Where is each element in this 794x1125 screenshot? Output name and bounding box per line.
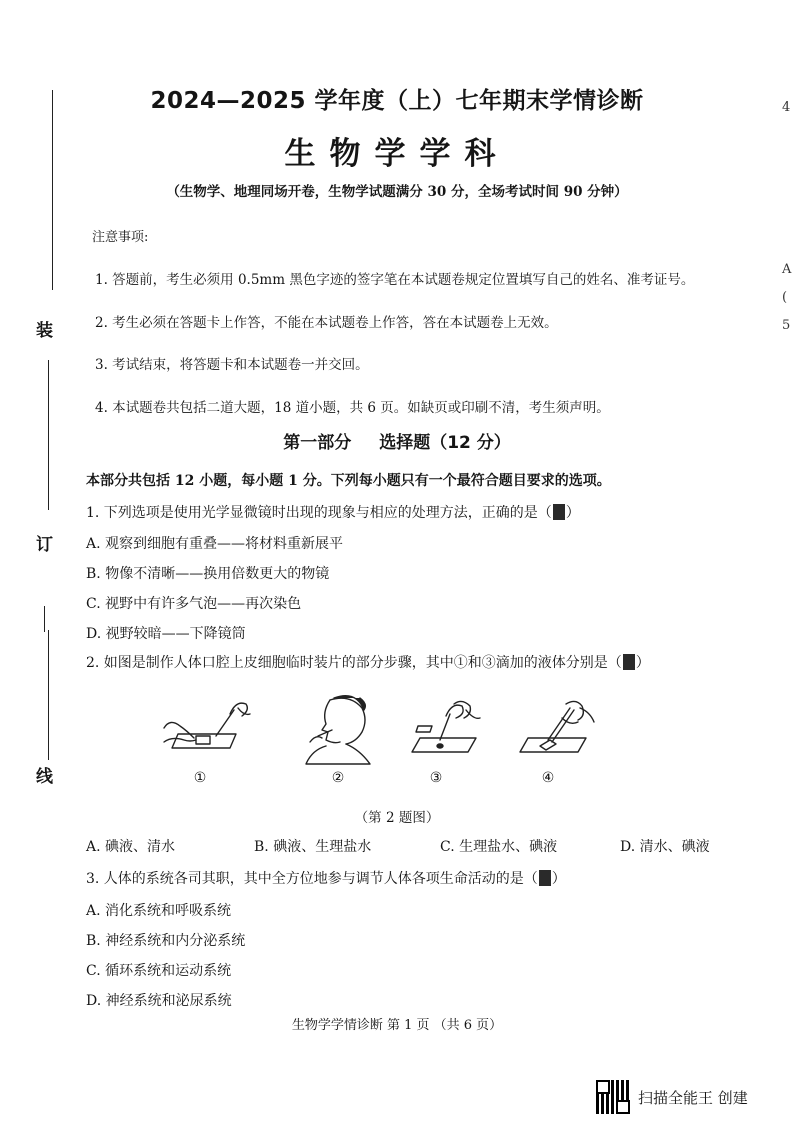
answer-redaction bbox=[539, 870, 551, 886]
notice-item: 4. 本试题卷共包括二道大题，18 道小题，共 6 页。如缺页或印刷不清，考生须声明。 bbox=[95, 400, 610, 416]
answer-redaction bbox=[623, 654, 635, 670]
binding-line bbox=[48, 630, 49, 760]
question-3-option: B. 神经系统和内分泌系统 bbox=[86, 933, 246, 949]
question-1-option: C. 视野中有许多气泡——再次染色 bbox=[86, 596, 302, 612]
binding-char-zhuang: 装 bbox=[36, 321, 53, 341]
edge-char: ( bbox=[782, 290, 788, 305]
question-2-option: A. 碘液、清水 bbox=[86, 839, 176, 855]
figure-label-1: ① bbox=[193, 770, 207, 786]
edge-char: 4 bbox=[782, 100, 791, 115]
section-part: 第一部分 bbox=[283, 433, 352, 453]
exam-title: 2024—2025 学年度（上）七年期末学情诊断 bbox=[150, 88, 644, 114]
notice-item: 3. 考试结束，将答题卡和本试题卷一并交回。 bbox=[95, 357, 369, 373]
question-1-option: A. 观察到细胞有重叠——将材料重新展平 bbox=[86, 536, 344, 552]
question-3-option: A. 消化系统和呼吸系统 bbox=[86, 903, 232, 919]
binding-char-xian: 线 bbox=[36, 767, 53, 787]
step-1-illustration bbox=[164, 703, 250, 748]
step-2-illustration bbox=[306, 696, 370, 764]
figure-label-2: ② bbox=[331, 770, 345, 786]
binding-line bbox=[44, 606, 45, 632]
figure-caption: （第 2 题图） bbox=[354, 810, 440, 826]
question-1-option: D. 视野较暗——下降镜筒 bbox=[86, 626, 246, 642]
step-4-illustration bbox=[520, 701, 594, 752]
question-2-option: C. 生理盐水、碘液 bbox=[440, 839, 558, 855]
watermark-text: 扫描全能王 创建 bbox=[638, 1088, 748, 1107]
edge-char: 5 bbox=[782, 318, 791, 333]
question-2-option: D. 清水、碘液 bbox=[620, 839, 710, 855]
question-3-option: D. 神经系统和泌尿系统 bbox=[86, 993, 232, 1009]
question-3-option: C. 循环系统和运动系统 bbox=[86, 963, 232, 979]
notice-item: 2. 考生必须在答题卡上作答，不能在本试题卷上作答，答在本试题卷上无效。 bbox=[95, 315, 558, 331]
subject-title: 生物学学科 bbox=[284, 136, 510, 172]
binding-char-ding: 订 bbox=[36, 535, 53, 555]
notice-item: 1. 答题前，考生必须用 0.5mm 黑色字迹的签字笔在本试题卷规定位置填写自己的姓名、准考证号。 bbox=[95, 272, 695, 288]
section-intro: 本部分共包括 12 小题，每小题 1 分。下列每小题只有一个最符合题目要求的选项。 bbox=[86, 473, 611, 489]
page-footer: 生物学学情诊断 第 1 页 （共 6 页） bbox=[291, 1018, 503, 1033]
section-name: 选择题（12 分） bbox=[379, 433, 511, 453]
question-3-stem: 3. 人体的系统各司其职，其中全方位地参与调节人体各项生命活动的是（ ） bbox=[86, 871, 566, 887]
exam-note: （生物学、地理同场开卷，生物学试题满分 30 分，全场考试时间 90 分钟） bbox=[166, 184, 628, 200]
step-3-illustration bbox=[412, 701, 480, 752]
question-2-figure bbox=[150, 690, 620, 790]
question-2-stem: 2. 如图是制作人体口腔上皮细胞临时装片的部分步骤，其中①和③滴加的液体分别是（ ） bbox=[86, 655, 650, 671]
qr-code-icon bbox=[596, 1080, 630, 1114]
question-1-stem: 1. 下列选项是使用光学显微镜时出现的现象与相应的处理方法，正确的是（ ） bbox=[86, 505, 580, 521]
scanner-watermark bbox=[596, 1080, 748, 1114]
notice-heading: 注意事项: bbox=[92, 230, 149, 245]
section-title bbox=[0, 428, 794, 453]
figure-label-4: ④ bbox=[541, 770, 555, 786]
question-1-option: B. 物像不清晰——换用倍数更大的物镜 bbox=[86, 566, 330, 582]
edge-char: A bbox=[782, 262, 792, 277]
question-2-option: B. 碘液、生理盐水 bbox=[254, 839, 372, 855]
answer-redaction bbox=[553, 504, 565, 520]
figure-label-3: ③ bbox=[429, 770, 443, 786]
